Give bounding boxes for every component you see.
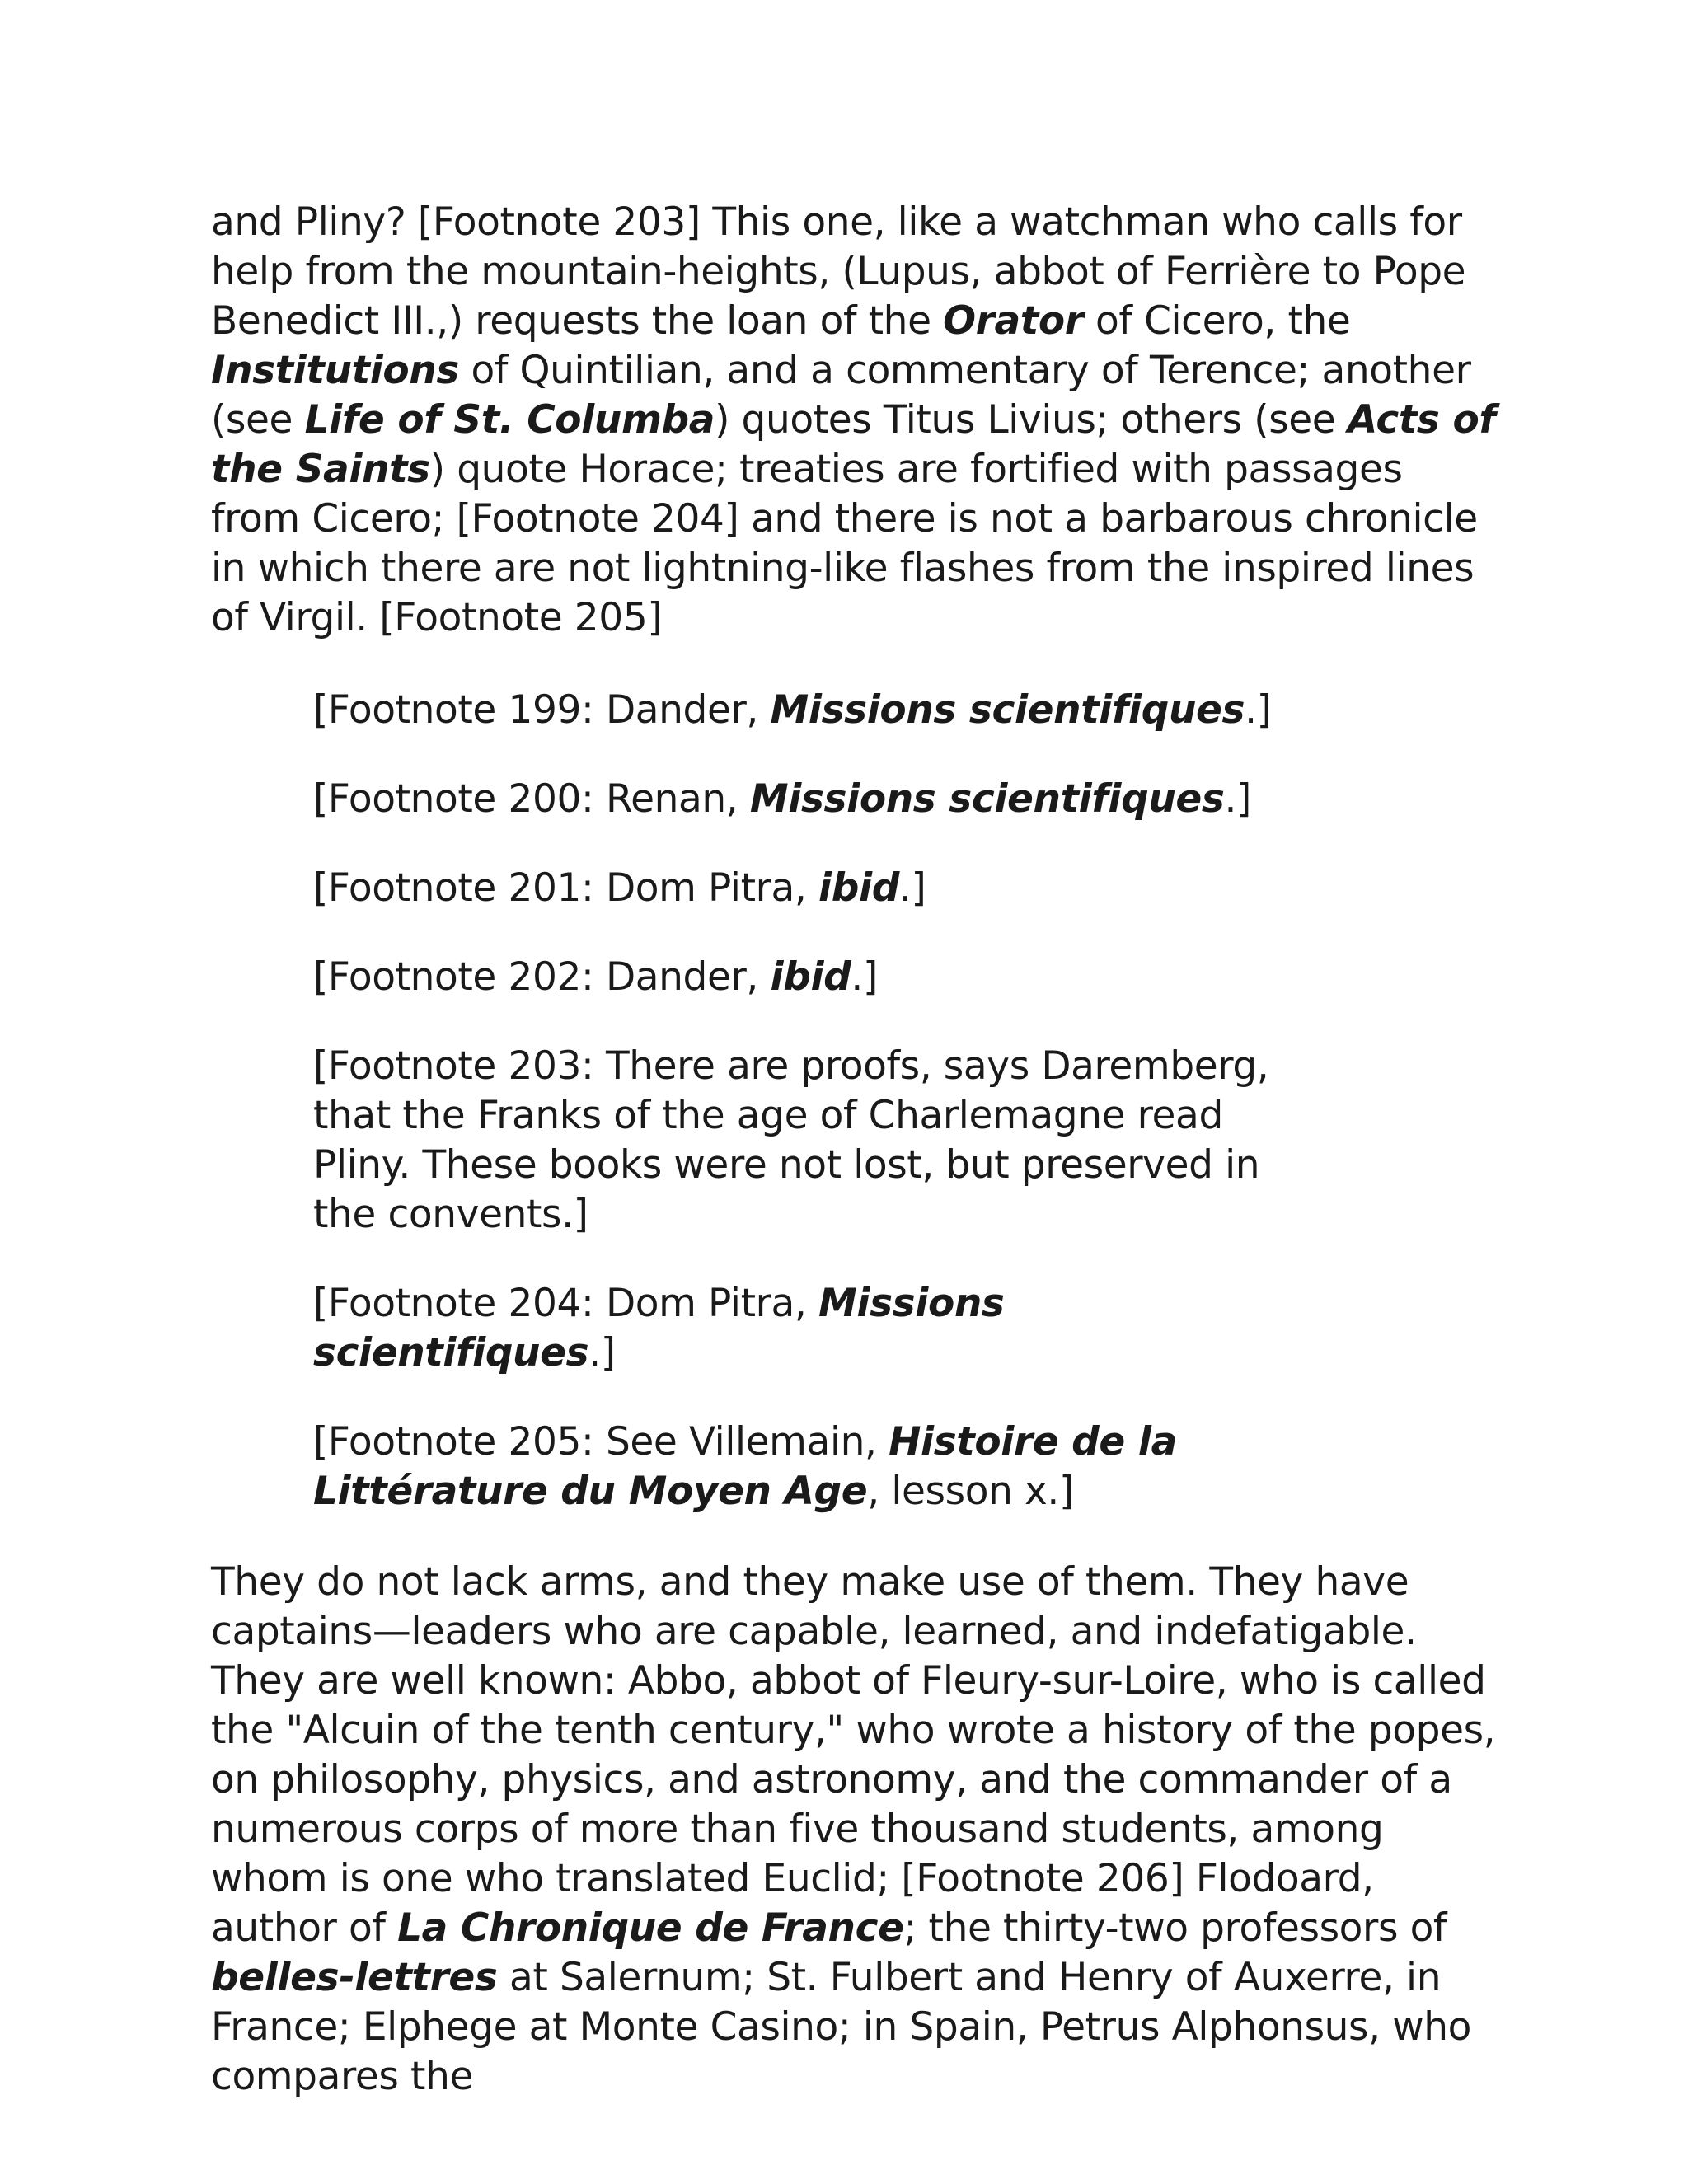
text-run: .]: [851, 954, 878, 1000]
text-run: at Salernum; St. Fulbert and Henry of Auxerre, in France; Elphege at Monte Casino; in Spain, Petrus Alphonsus, who compares the: [211, 1955, 1472, 2099]
italic-title: Life of St. Columba: [304, 397, 715, 443]
italic-title: Missions scientifiques: [313, 1281, 1005, 1376]
text-run: .]: [1245, 687, 1272, 733]
text-run: [Footnote 202: Dander,: [313, 954, 771, 1000]
paragraph-2: [211, 1558, 1497, 2102]
footnote-204: [313, 1279, 1302, 1378]
footnote-205: [313, 1418, 1302, 1516]
italic-title: Institutions: [211, 348, 459, 393]
text-run: [Footnote 205: See Villemain,: [313, 1419, 889, 1465]
paragraph-1: [211, 198, 1497, 643]
footnote-199: [313, 686, 1302, 735]
text-run: [Footnote 203: There are proofs, says Daremberg, that the Franks of the age of Charlemagne read Pliny. These books were not lost, but preserved in the convents.]: [313, 1043, 1269, 1237]
italic-title: Orator: [943, 298, 1084, 344]
text-run: ; the thirty-two professors of: [903, 1905, 1447, 1951]
italic-title: Missions scientifiques: [749, 776, 1225, 822]
text-run: They do not lack arms, and they make use of them. They have captains—leaders who are capable, learned, and indefatigable. They are well known: Abbo, abbot of Fleury-sur-Loire, who is called the "Alcuin of the tenth century," who wrote a history of the popes, on philosophy, physics, and astronomy, and the commander of a numerous corps of more than five thousand students, among whom is one who translated Euclid; [Footnote 206] Flodoard, author of: [211, 1559, 1496, 1951]
footnote-200: [313, 775, 1302, 824]
italic-title: Histoire de la Littérature du Moyen Age: [313, 1419, 1177, 1514]
italic-title: La Chronique de France: [397, 1905, 904, 1951]
italic-title: Missions scientifiques: [770, 687, 1245, 733]
italic-title: ibid: [818, 865, 899, 911]
text-run: [Footnote 201: Dom Pitra,: [313, 865, 819, 911]
footnote-list: [313, 686, 1302, 1516]
text-run: of Cicero, the: [1083, 298, 1351, 344]
italic-title: Acts of the Saints: [211, 397, 1496, 492]
text-run: ) quotes Titus Livius; others (see: [715, 397, 1348, 443]
text-run: .]: [1224, 776, 1251, 822]
text-run: and Pliny? [Footnote 203] This one, like a watchman who calls for help from the mountain-heights, (Lupus, abbot of Ferrière to Pope Benedict III.,) requests the loan of the: [211, 199, 1466, 344]
footnote-202: [313, 953, 1302, 1002]
text-run: [Footnote 200: Renan,: [313, 776, 750, 822]
text-run: , lesson x.]: [867, 1469, 1074, 1514]
footnote-201: [313, 864, 1302, 913]
document-page: [211, 198, 1497, 2102]
italic-title: belles-lettres: [211, 1955, 498, 2000]
text-run: .]: [588, 1330, 616, 1376]
text-run: ) quote Horace; treaties are fortified with passages from Cicero; [Footnote 204] and there is not a barbarous chronicle in which there are not lightning-like flashes from the inspired lines of Virgil. [Footnote 205]: [211, 447, 1478, 640]
italic-title: ibid: [770, 954, 851, 1000]
text-run: [Footnote 204: Dom Pitra,: [313, 1281, 819, 1326]
text-run: .]: [898, 865, 926, 911]
text-run: of Quintilian, and a commentary of Terence; another (see: [211, 348, 1471, 443]
footnote-203: [313, 1042, 1302, 1240]
text-run: [Footnote 199: Dander,: [313, 687, 771, 733]
